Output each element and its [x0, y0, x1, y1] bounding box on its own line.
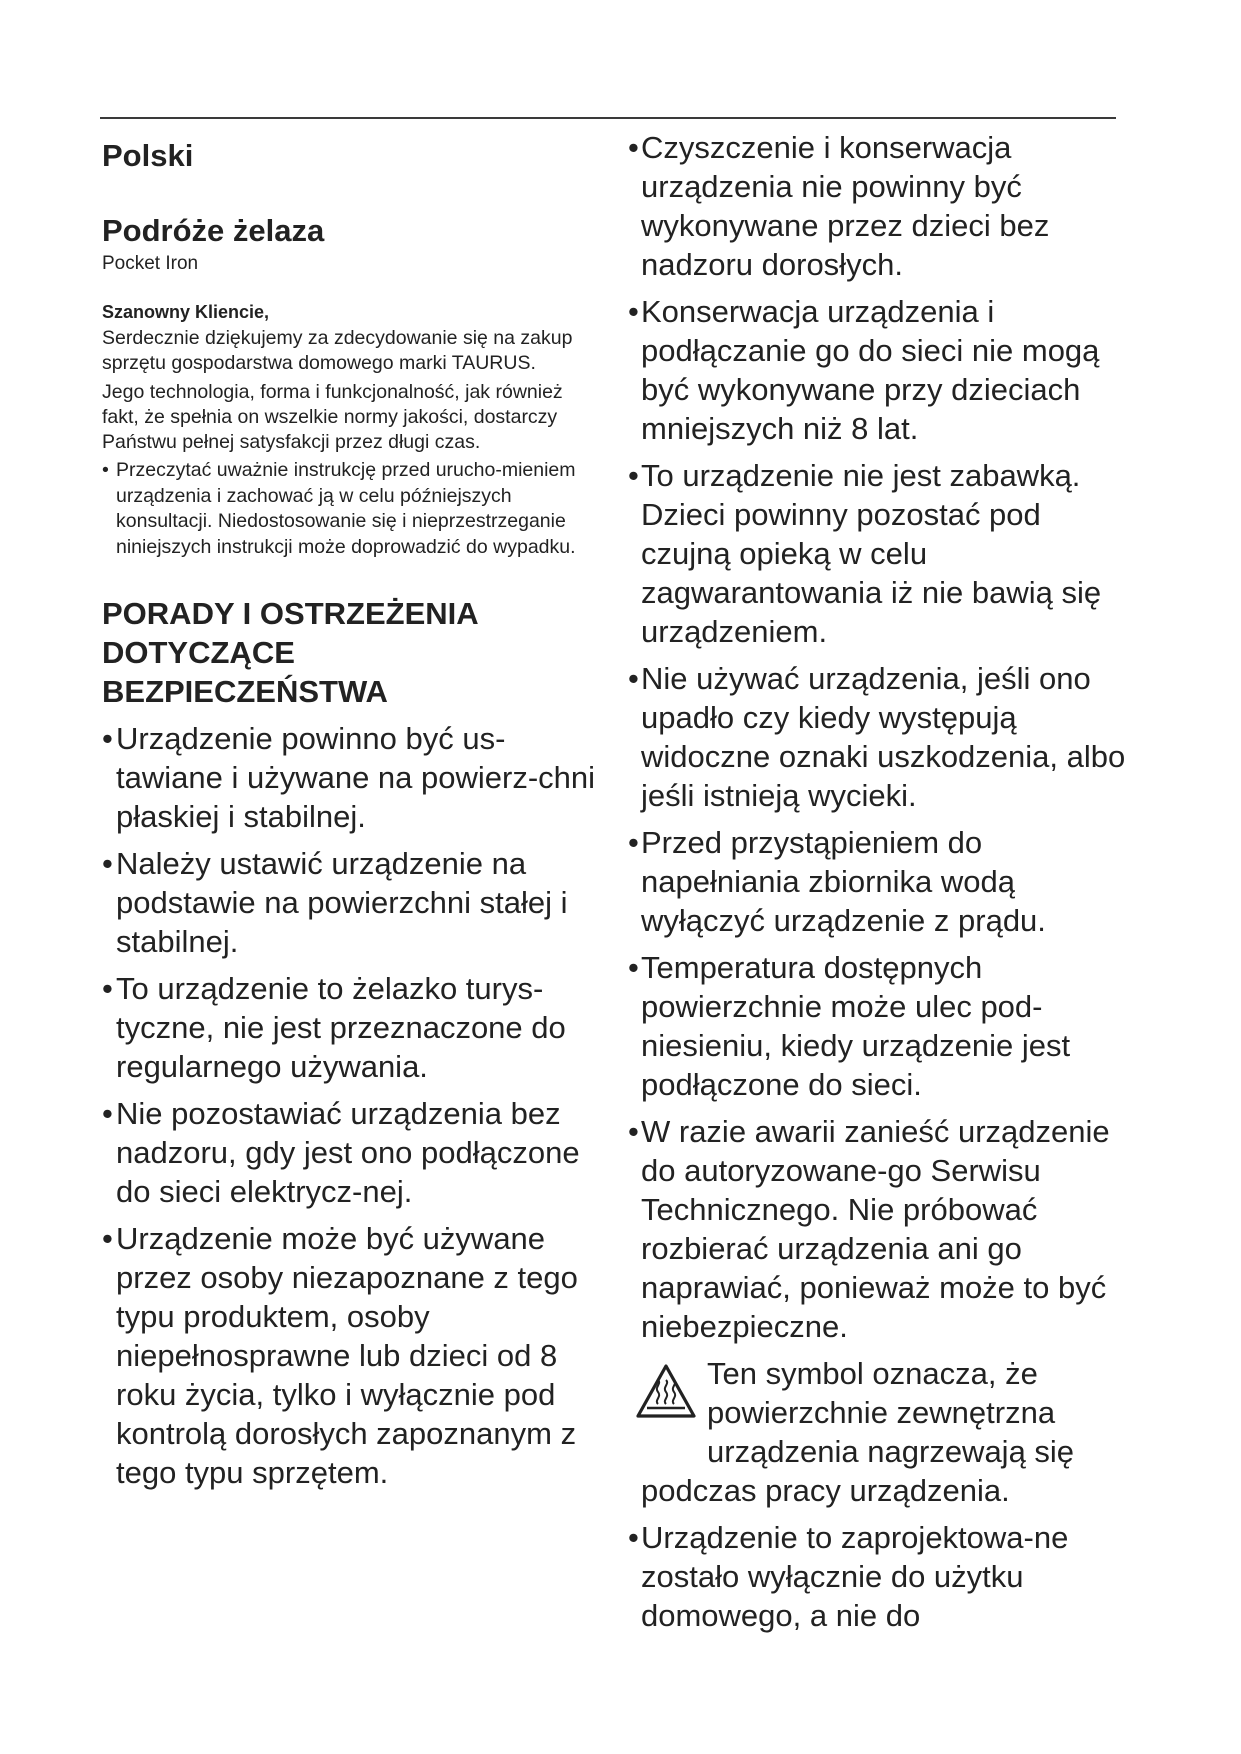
language-heading: Polski [102, 138, 194, 173]
product-title: Podróże żelaza [102, 213, 325, 248]
product-subtitle: Pocket Iron [102, 253, 199, 274]
safety-list-right [628, 128, 1128, 1346]
safety-item: • W razie awarii zanieść urządzenie do autoryzowane-go Serwisu Technicznego. Nie próbować rozbierać urządzenia ani go naprawiać, ponieważ może to być niebezpieczne. [628, 1112, 1128, 1346]
intro-paragraph-2: Jego technologia, forma i funkcjonalność, jak również fakt, że spełnia on wszelkie normy jakości, dostarczy Państwu pełnej satysfakcji przez długi czas. [102, 381, 563, 453]
safety-list-left [102, 719, 598, 1492]
greeting: Szanowny Kliencie, [102, 302, 270, 322]
safety-item: • Czyszczenie i konserwacja urządzenia nie powinny być wykonywane przez dzieci bez nadzoru dorosłych. [628, 128, 1128, 284]
hot-surface-notice [641, 1354, 1128, 1510]
safety-item: • To urządzenie to żelazko turys-tyczne, nie jest przeznaczone do regularnego używania. [102, 969, 598, 1086]
hot-surface-warning-icon [635, 1362, 699, 1440]
safety-item: • Należy ustawić urządzenie na podstawie na powierzchni stałej i stabilnej. [102, 844, 598, 961]
intro-bullet: • Przeczytać uważnie instrukcję przed urucho-mieniem urządzenia i zachować ją w celu późniejszych konsultacji. Niedostosowanie się i nieprzestrzeganie niniejszych instrukcji może doprowadzić do wypadku. [102, 458, 598, 560]
safety-item: • Urządzenie może być używane przez osoby niezapoznane z tego typu produktem, osoby niepełnosprawne lub dzieci od 8 roku życia, tylko i wyłącznie pod kontrolą dorosłych zapoznanym z tego typu sprzętem. [102, 1219, 598, 1492]
safety-heading: PORADY I OSTRZEŻENIA DOTYCZĄCE BEZPIECZEŃSTWA [102, 596, 478, 709]
header-rule [100, 117, 1116, 119]
intro-paragraph-1: Serdecznie dziękujemy za zdecydowanie się na zakup sprzętu gospodarstwa domowego marki TAURUS. [102, 327, 573, 374]
safety-item: • Konserwacja urządzenia i podłączanie go do sieci nie mogą być wykonywane przy dzieciach mniejszych niż 8 lat. [628, 292, 1128, 448]
safety-item: • Urządzenie powinno być us-tawiane i używane na powierz-chni płaskiej i stabilnej. [102, 719, 598, 836]
safety-list-right-continued [628, 1518, 1128, 1635]
hot-surface-text: Ten symbol oznacza, że powierzchnie zewnętrzna urządzenia nagrzewają się podczas pracy urządzenia. [641, 1356, 1075, 1508]
safety-item: • Temperatura dostępnych powierzchnie może ulec pod-niesieniu, kiedy urządzenie jest podłączone do sieci. [628, 948, 1128, 1104]
intro-list [102, 458, 598, 560]
safety-item: • To urządzenie nie jest zabawką. Dzieci powinny pozostać pod czujną opieką w celu zagwarantowania iż nie bawią się urządzeniem. [628, 456, 1128, 651]
safety-item: • Urządzenie to zaprojektowa-ne zostało wyłącznie do użytku domowego, a nie do [628, 1518, 1128, 1635]
safety-item: • Nie używać urządzenia, jeśli ono upadło czy kiedy występują widoczne oznaki uszkodzenia, albo jeśli istnieją wycieki. [628, 659, 1128, 815]
right-column [628, 128, 1128, 1643]
left-column [102, 130, 598, 1500]
safety-item: • Przed przystąpieniem do napełniania zbiornika wodą wyłączyć urządzenie z prądu. [628, 823, 1128, 940]
safety-item: • Nie pozostawiać urządzenia bez nadzoru, gdy jest ono podłączone do sieci elektrycz-nej. [102, 1094, 598, 1211]
